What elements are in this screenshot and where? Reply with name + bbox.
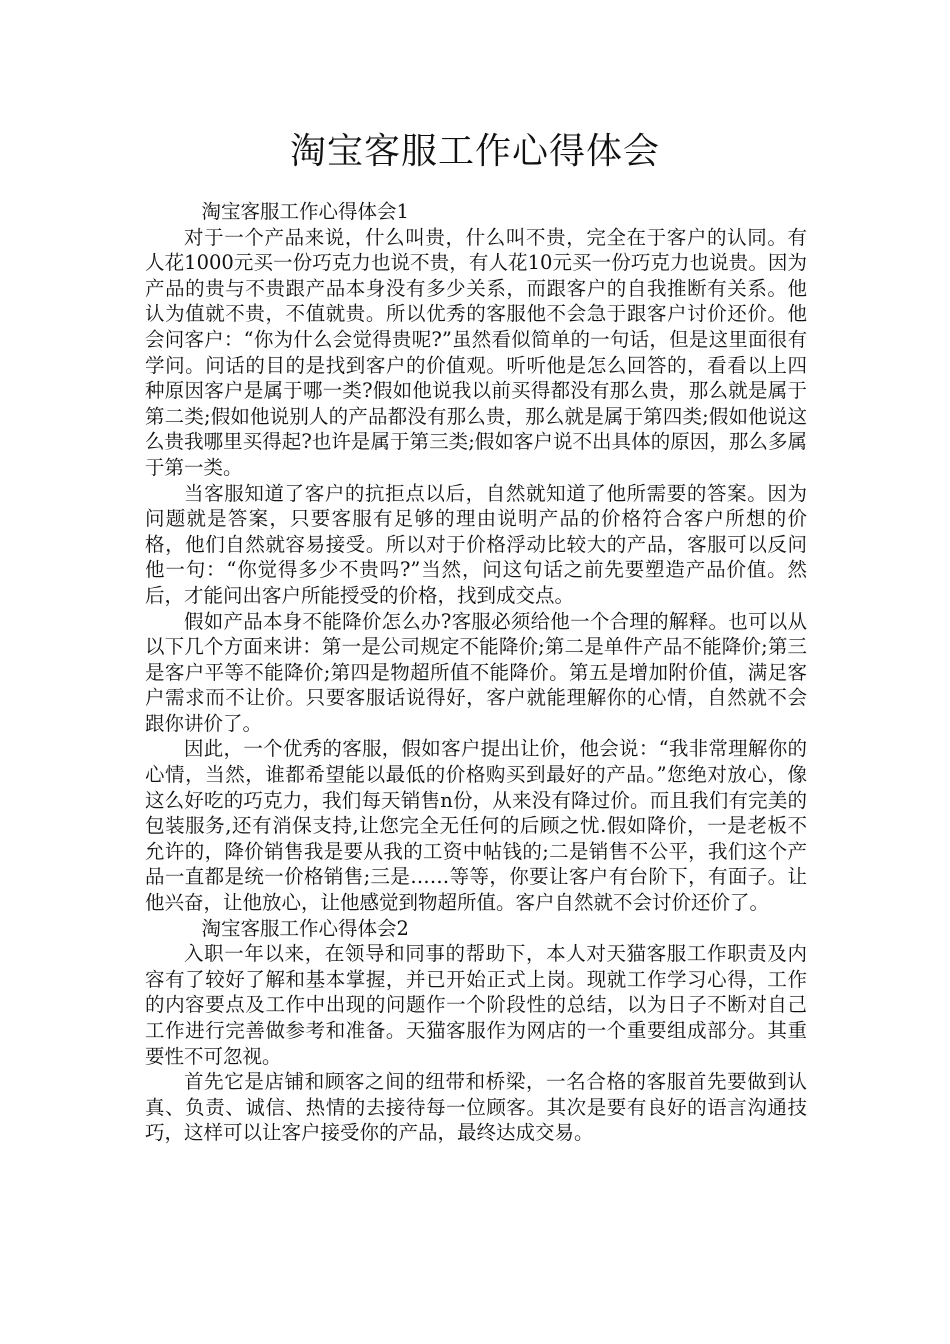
- section-heading: 淘宝客服工作心得体会2: [201, 916, 409, 940]
- paragraph: 因此，一个优秀的客服，假如客户提出让价，他会说：“我非常理解你的心情，当然，谁都希望能以最低的价格购买到最好的产品。”您绝对放心，像这么好吃的巧克力，我们每天销售n份，从来没有降过价。而且我们有完美的包装服务,还有消保支持,让您完全无任何的后顾之忧.假如降价，一是老板不允许的，降价销售我是要从我的工资中帖钱的;二是销售不公平，我们这个产品一直都是统一价格销售;三是……等等，你要让客户有台阶下，有面子。让他兴奋，让他放心，让他感觉到物超所值。客户自然就不会讨价还价了。: [145, 737, 807, 915]
- document-title: 淘宝客服工作心得体会: [289, 131, 660, 172]
- paragraph: 当客服知道了客户的抗拒点以后，自然就知道了他所需要的答案。因为问题就是答案，只要客服有足够的理由说明产品的价格符合客户所想的价格，他们自然就容易接受。所以对于价格浮动比较大的产品，客服可以反问他一句：“你觉得多少不贵吗?”当然，问这句话之前先要塑造产品价值。然后，才能问出客户所能授受的价格，找到成交点。: [145, 481, 807, 607]
- paragraph: 对于一个产品来说，什么叫贵，什么叫不贵，完全在于客户的认同。有人花1000元买一份巧克力也说不贵，有人花10元买一份巧克力也说贵。因为产品的贵与不贵跟产品本身没有多少关系，而跟客户的自我推断有关系。他认为值就不贵，不值就贵。所以优秀的客服他不会急于跟客户讨价还价。他会问客户：“你为什么会觉得贵呢?”虽然看似简单的一句话，但是这里面很有学问。问话的目的是找到客户的价值观。听听他是怎么回答的，看看以上四种原因客户是属于哪一类?假如他说我以前买得都没有那么贵，那么就是属于第二类;假如他说别人的产品都没有那么贵，那么就是属于第四类;假如他说这么贵我哪里买得起?也许是属于第三类;假如客户说不出具体的原因，那么多属于第一类。: [145, 225, 807, 479]
- document-body: [145, 199, 807, 1146]
- paragraph: 假如产品本身不能降价怎么办?客服必须给他一个合理的解释。也可以从以下几个方面来讲：第一是公司规定不能降价;第二是单件产品不能降价;第三是客户平等不能降价;第四是物超所值不能降价。第五是增加附价值，满足客户需求而不让价。只要客服话说得好，客户就能理解你的心情，自然就不会跟你讲价了。: [145, 609, 807, 735]
- paragraph: 入职一年以来，在领导和同事的帮助下，本人对天猫客服工作职责及内容有了较好了解和基本掌握，并已开始正式上岗。现就工作学习心得，工作的内容要点及工作中出现的问题作一个阶段性的总结，以为日子不断对自己工作进行完善做参考和准备。天猫客服作为网店的一个重要组成部分。其重要性不可忽视。: [145, 942, 807, 1068]
- section-heading: 淘宝客服工作心得体会1: [201, 200, 409, 223]
- paragraph: 首先它是店铺和顾客之间的纽带和桥梁，一名合格的客服首先要做到认真、负责、诚信、热情的去接待每一位顾客。其次是要有良好的语言沟通技巧，这样可以让客户接受你的产品，最终达成交易。: [145, 1070, 807, 1145]
